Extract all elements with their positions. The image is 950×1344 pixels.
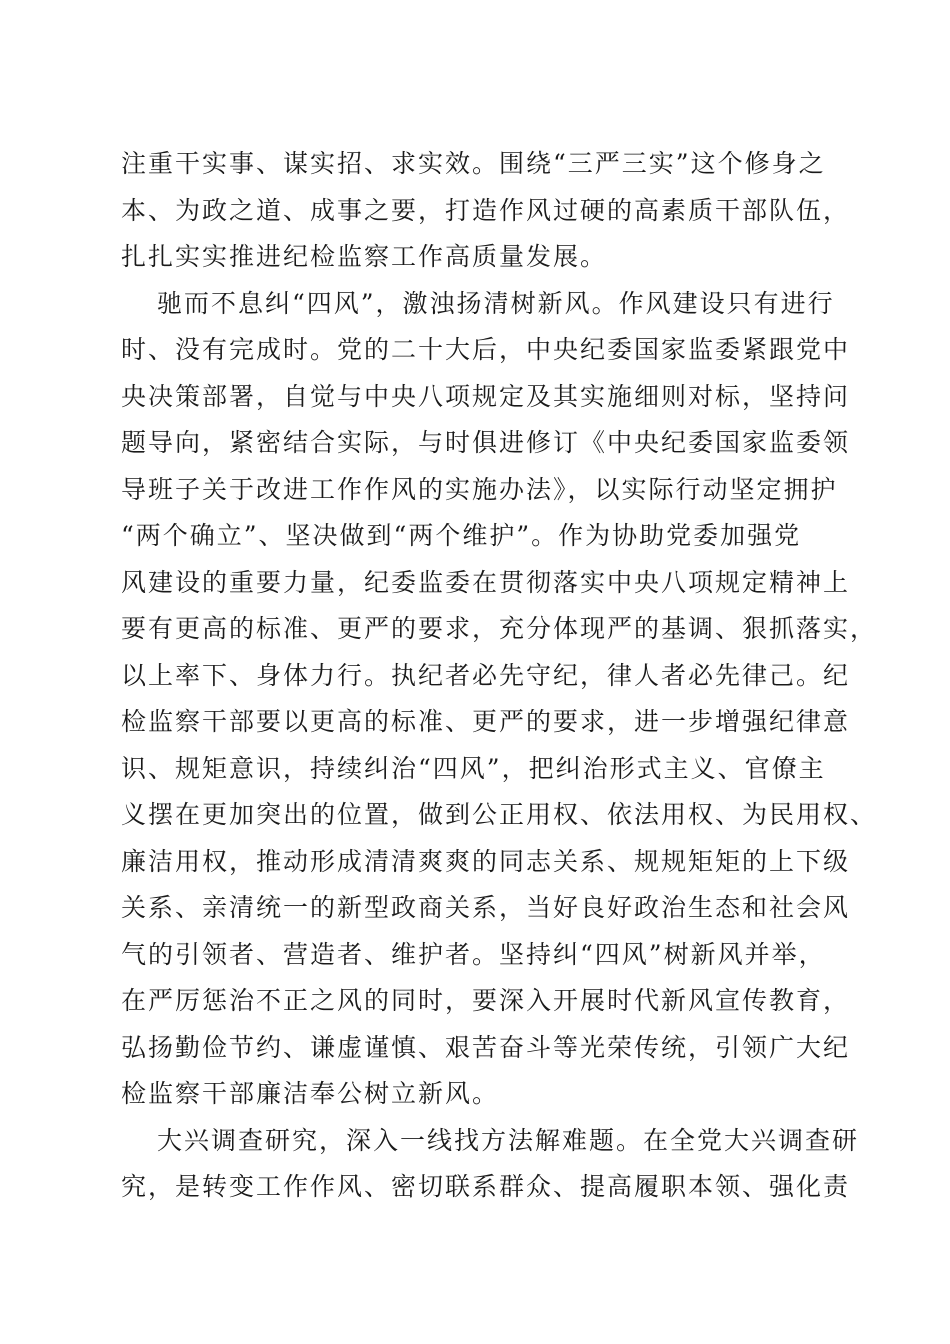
text-line: 识、规矩意识，持续纠治“四风”，把纠治形式主义、官僚主 (121, 753, 826, 783)
text-line: 央决策部署，自觉与中央八项规定及其实施细则对标，坚持问 (121, 381, 851, 411)
text-line: 关系、亲清统一的新型政商关系，当好良好政治生态和社会风 (121, 893, 851, 922)
text-line: “两个确立”、坚决做到“两个维护”。作为协助党委加强党 (121, 521, 802, 550)
text-line: 检监察干部廉洁奉公树立新风。 (121, 1079, 500, 1108)
paragraph-start-line: 驰而不息纠“四风”，激浊扬清树新风。作风建设只有进行 (157, 288, 835, 318)
text-line: 要有更高的标准、更严的要求，充分体现严的基调、狠抓落实， (121, 614, 878, 643)
text-line: 导班子关于改进工作作风的实施办法》，以实际行动坚定拥护 (121, 474, 838, 504)
text-line: 气的引领者、营造者、维护者。坚持纠“四风”树新风并举， (121, 939, 826, 969)
text-line: 时、没有完成时。党的二十大后，中央纪委国家监委紧跟党中 (121, 335, 851, 364)
paragraph-start-line: 大兴调查研究，深入一线找方法解难题。在全党大兴调查研 (157, 1125, 860, 1155)
text-line: 究，是转变工作作风、密切联系群众、提高履职本领、强化责 (121, 1172, 851, 1201)
text-line: 弘扬勤俭节约、谦虚谨慎、艰苦奋斗等光荣传统，引领广大纪 (121, 1032, 851, 1062)
text-line: 在严厉惩治不正之风的同时，要深入开展时代新风宣传教育， (121, 986, 851, 1015)
text-line: 以上率下、身体力行。执纪者必先守纪，律人者必先律己。纪 (121, 660, 851, 690)
text-line: 廉洁用权，推动形成清清爽爽的同志关系、规规矩矩的上下级 (121, 846, 851, 876)
text-line: 义摆在更加突出的位置，做到公正用权、依法用权、为民用权、 (121, 800, 878, 829)
text-line: 风建设的重要力量，纪委监委在贯彻落实中央八项规定精神上 (121, 567, 851, 597)
text-line: 本、为政之道、成事之要，打造作风过硬的高素质干部队伍， (121, 195, 851, 225)
text-line: 扎扎实实推进纪检监察工作高质量发展。 (121, 242, 608, 271)
body-text (121, 141, 878, 1211)
text-line: 注重干实事、谋实招、求实效。围绕“三严三实”这个修身之 (121, 149, 826, 178)
text-line: 检监察干部要以更高的标准、更严的要求，进一步增强纪律意 (121, 707, 851, 736)
text-line: 题导向，紧密结合实际，与时俱进修订《中央纪委国家监委领 (121, 428, 851, 457)
